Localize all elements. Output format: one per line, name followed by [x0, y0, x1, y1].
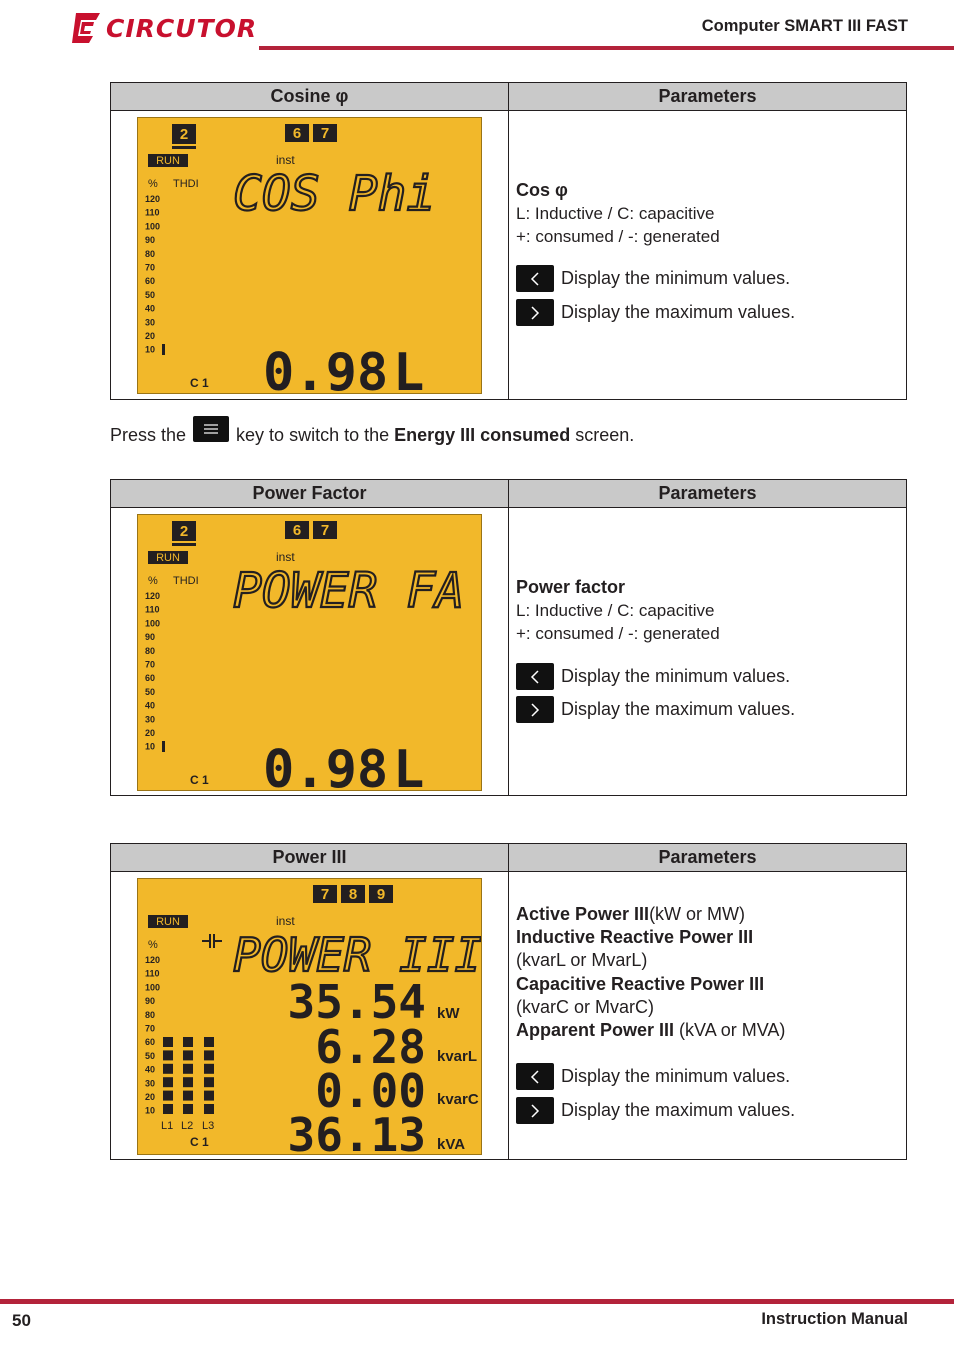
param-line: L: Inductive / C: capacitive: [516, 601, 715, 620]
thdi-label: THDI: [173, 178, 199, 190]
param-item: [516, 949, 785, 972]
min-row: [516, 663, 790, 690]
min-row: [516, 1063, 790, 1090]
lcd-unit-kva: kVA: [437, 1136, 466, 1153]
phase-bar-segment: [204, 1050, 214, 1060]
run-label: RUN: [156, 155, 180, 167]
scale-label: 100: [145, 221, 161, 232]
parameters-cell: [509, 872, 906, 1160]
chevron-left-icon: [529, 669, 541, 685]
header-rule: [259, 46, 954, 50]
badge-7: 7: [320, 886, 330, 903]
param-title: Cos φ: [516, 180, 568, 200]
badge-underline: [172, 146, 196, 149]
lcd-line-text: POWER FA: [233, 563, 465, 619]
phase-bar-segment: [204, 1064, 214, 1074]
percent-label: %: [148, 575, 158, 587]
param-item-rest: (kvarL or MvarL): [516, 950, 648, 971]
param-line: +: consumed / -: generated: [516, 227, 720, 246]
scale-label: 50: [145, 289, 156, 300]
param-text: [516, 576, 720, 645]
footer-rule: [0, 1299, 954, 1304]
bar-scale: [145, 591, 160, 752]
scale-label: 110: [145, 968, 160, 979]
param-item-bold: Inductive Reactive Power III: [516, 927, 754, 948]
menu-key[interactable]: [193, 416, 229, 442]
lcd-display-power-factor: [137, 514, 482, 791]
run-label: RUN: [156, 552, 180, 564]
brand-logo: [70, 10, 257, 46]
lcd-display-power-iii: [137, 878, 482, 1155]
phase-label-l1: L1: [161, 1120, 174, 1132]
badge-2: 2: [179, 126, 189, 143]
param-item: [516, 996, 785, 1019]
parameters-cell: [509, 111, 906, 400]
scale-label: 110: [145, 604, 160, 615]
column-header-display: Power III: [272, 847, 347, 867]
badge-6: 6: [292, 522, 302, 539]
channel-label: C 1: [190, 773, 209, 787]
lcd-value: 0.98: [263, 343, 389, 395]
phase-bar-segment: [183, 1064, 193, 1074]
phase-label-l2: L2: [181, 1120, 194, 1132]
scale-label: 10: [145, 344, 156, 355]
max-row: [516, 299, 795, 326]
phase-bar-segment: [163, 1077, 173, 1087]
inst-label: inst: [276, 914, 295, 928]
scale-label: 70: [145, 659, 156, 670]
scale-label: 30: [145, 714, 156, 725]
param-line: L: Inductive / C: capacitive: [516, 204, 715, 223]
percent-label: %: [148, 939, 158, 951]
lcd-unit: L: [393, 343, 425, 395]
phase-bar-segment: [204, 1091, 214, 1101]
max-text: Display the maximum values.: [561, 302, 796, 322]
bar-scale: [145, 194, 160, 355]
phase-bar-segment: [204, 1037, 214, 1047]
channel-label: C 1: [190, 376, 209, 390]
lcd-graphic: [138, 515, 482, 791]
lcd-value-kvarc: 0.00: [315, 1064, 426, 1118]
badge-2: 2: [179, 523, 189, 540]
phase-bar-segment: [163, 1104, 173, 1114]
circutor-logo-icon: [70, 11, 102, 45]
lcd-graphic: [138, 879, 482, 1155]
lcd-unit: L: [393, 740, 425, 792]
note-before: Press the: [110, 424, 187, 445]
scale-label: 120: [145, 194, 161, 204]
left-key[interactable]: [516, 663, 554, 690]
param-item: [516, 973, 785, 996]
badge-7: 7: [320, 125, 330, 142]
max-row: [516, 696, 795, 723]
scale-label: 20: [145, 1092, 156, 1102]
table-power-factor: [110, 479, 907, 796]
phase-bar-segment: [183, 1091, 193, 1101]
bar-segment: [162, 741, 165, 752]
lcd-value-kvarl: 6.28: [315, 1020, 426, 1074]
scale-label: 20: [145, 728, 156, 738]
run-label: RUN: [156, 916, 180, 928]
chevron-left-icon: [529, 1069, 541, 1085]
left-key[interactable]: [516, 265, 554, 292]
document-title: Computer SMART III FAST: [701, 17, 908, 35]
chevron-right-icon: [529, 1103, 541, 1119]
note-after: screen.: [575, 424, 635, 445]
scale-label: 50: [145, 1050, 156, 1061]
table-power-iii: [110, 843, 907, 1160]
param-text: [516, 179, 720, 248]
lcd-value-kva: 36.13: [287, 1108, 426, 1156]
max-text: Display the maximum values.: [561, 699, 796, 719]
scale-label: 100: [145, 618, 161, 629]
page-number: 50: [12, 1311, 31, 1330]
scale-label: 100: [145, 982, 161, 993]
scale-label: 90: [145, 996, 156, 1007]
phase-bar-segment: [163, 1064, 173, 1074]
lcd-unit-kvarl: kvarL: [437, 1048, 478, 1065]
scale-label: 40: [145, 303, 156, 314]
phase-bar-segment: [183, 1050, 193, 1060]
scale-label: 70: [145, 262, 156, 273]
right-key[interactable]: [516, 696, 554, 723]
phase-bar-segment: [163, 1091, 173, 1101]
column-header-parameters: Parameters: [508, 480, 906, 507]
scale-label: 60: [145, 276, 156, 287]
param-item: [516, 926, 785, 949]
bar-scale: [145, 955, 160, 1116]
scale-label: 40: [145, 1064, 156, 1075]
phase-bar-segment: [183, 1077, 193, 1087]
lcd-value-kw: 35.54: [287, 975, 426, 1029]
lcd-value: 0.98: [263, 740, 389, 792]
thdi-label: THDI: [173, 575, 199, 587]
chevron-left-icon: [529, 271, 541, 287]
right-key[interactable]: [516, 1097, 554, 1124]
table-header: [111, 844, 906, 872]
badge-7: 7: [320, 522, 330, 539]
param-item-rest: (kvarC or MvarC): [516, 996, 654, 1017]
param-item-bold: Capacitive Reactive Power III: [516, 973, 765, 994]
right-key[interactable]: [516, 299, 554, 326]
parameters-cell: [509, 508, 906, 796]
instruction-note: [110, 422, 634, 448]
inst-label: inst: [276, 153, 295, 167]
scale-label: 50: [145, 686, 156, 697]
min-text: Display the minimum values.: [561, 1066, 791, 1086]
percent-label: %: [148, 178, 158, 190]
column-header-parameters: Parameters: [508, 844, 906, 871]
param-line: +: consumed / -: generated: [516, 624, 720, 643]
scale-label: 60: [145, 673, 156, 684]
param-item-bold: Apparent Power III: [516, 1020, 675, 1041]
scale-label: 10: [145, 741, 156, 752]
phase-bar-segment: [204, 1077, 214, 1087]
phase-bar-segment: [163, 1037, 173, 1047]
capacitor-icon: [202, 934, 222, 948]
menu-icon: [203, 423, 219, 435]
lcd-line-text: COS Phi: [233, 166, 436, 222]
bar-segment: [162, 344, 165, 355]
footer-title: Instruction Manual: [761, 1310, 908, 1328]
max-row: [516, 1097, 795, 1124]
phase-bar-segment: [163, 1050, 173, 1060]
scale-label: 20: [145, 331, 156, 341]
channel-label: C 1: [190, 1135, 209, 1149]
brand-wordmark: CIRCUTOR: [106, 13, 258, 43]
param-item-rest: (kW or MW): [649, 904, 746, 924]
phase-label-l3: L3: [202, 1120, 215, 1132]
column-header-display: Cosine φ: [270, 86, 349, 106]
scale-label: 90: [145, 235, 156, 246]
badge-underline: [172, 543, 196, 546]
scale-label: 80: [145, 645, 156, 656]
table-cosine: [110, 82, 907, 400]
max-text: Display the maximum values.: [561, 1100, 796, 1120]
chevron-right-icon: [529, 305, 541, 321]
scale-label: 110: [145, 207, 160, 218]
scale-label: 70: [145, 1023, 156, 1034]
phase-bar-segment: [183, 1104, 193, 1114]
lcd-unit-kw: kW: [437, 1005, 460, 1022]
param-item-bold: Active Power III: [516, 904, 650, 924]
table-header: [111, 83, 906, 111]
display-cell: [111, 872, 509, 1160]
lcd-line-text: POWER III: [233, 928, 483, 982]
chevron-right-icon: [529, 702, 541, 718]
scale-label: 40: [145, 700, 156, 711]
min-text: Display the minimum values.: [561, 268, 791, 288]
scale-label: 60: [145, 1037, 156, 1048]
phase-bar-segment: [204, 1104, 214, 1114]
badge-8: 8: [348, 886, 358, 903]
lcd-graphic: [138, 118, 482, 394]
param-title: Power factor: [516, 577, 626, 597]
param-text: [516, 903, 785, 1042]
scale-label: 80: [145, 248, 156, 259]
table-header: [111, 480, 906, 508]
column-header-display: Power Factor: [252, 483, 367, 503]
badge-9: 9: [376, 886, 386, 903]
left-key[interactable]: [516, 1063, 554, 1090]
note-middle: key to switch to the: [236, 424, 390, 445]
phase-bar-segment: [183, 1037, 193, 1047]
scale-label: 30: [145, 317, 156, 328]
param-item: [516, 903, 785, 926]
lcd-unit-kvarc: kvarC: [437, 1091, 479, 1108]
note-bold: Energy III consumed: [394, 424, 571, 445]
inst-label: inst: [276, 550, 295, 564]
param-item-rest: (kVA or MVA): [674, 1020, 786, 1041]
scale-label: 30: [145, 1078, 156, 1089]
min-text: Display the minimum values.: [561, 666, 791, 686]
scale-label: 120: [145, 591, 161, 601]
phase-bars: [163, 1037, 214, 1114]
scale-label: 120: [145, 955, 161, 965]
column-header-parameters: Parameters: [508, 83, 906, 110]
min-row: [516, 265, 790, 292]
display-cell: [111, 508, 509, 796]
display-cell: [111, 111, 509, 400]
scale-label: 10: [145, 1105, 156, 1116]
scale-label: 90: [145, 632, 156, 643]
badge-6: 6: [292, 125, 302, 142]
lcd-display-cosine: [137, 117, 482, 394]
param-item: [516, 1019, 785, 1042]
scale-label: 80: [145, 1009, 156, 1020]
